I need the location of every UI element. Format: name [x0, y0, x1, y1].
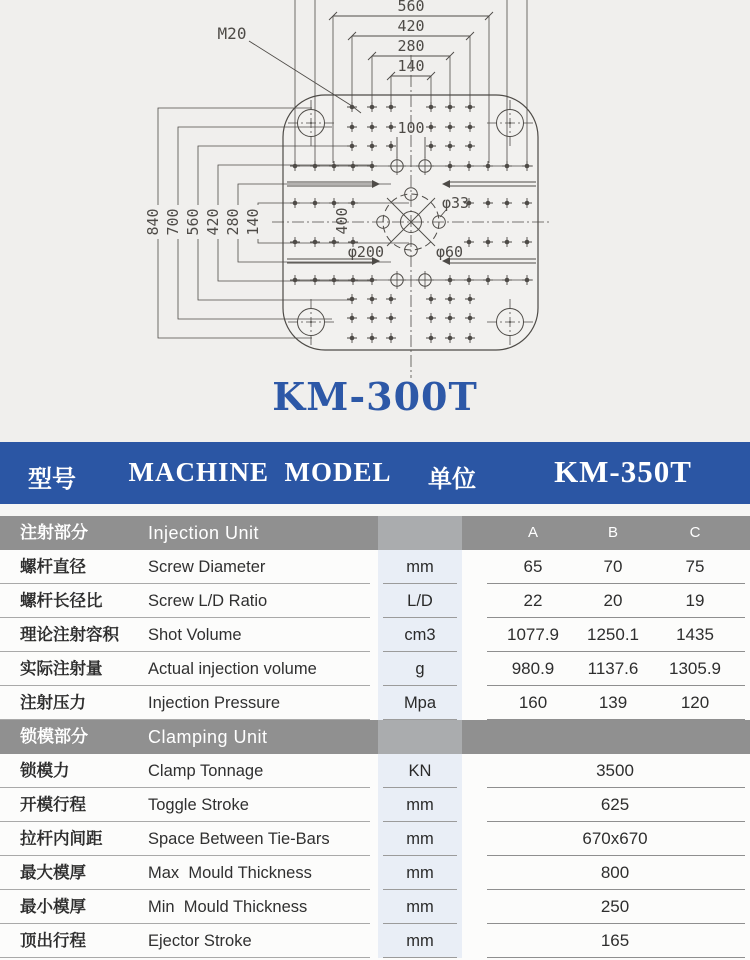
spec-label-cn: 螺杆直径 [20, 558, 86, 576]
spec-unit: mm [406, 830, 434, 848]
spec-label-cn: 开模行程 [20, 796, 86, 814]
left-dim-560: 560 [184, 208, 202, 236]
spec-value: 139 [598, 693, 628, 712]
spec-value: 70 [603, 557, 623, 576]
spec-unit: mm [406, 898, 434, 916]
spec-unit: L/D [407, 592, 433, 610]
top-dim-140: 140 [397, 57, 425, 75]
spec-row [0, 584, 750, 618]
spec-unit: g [415, 660, 425, 678]
left-dim-840: 840 [144, 208, 162, 236]
spec-row [0, 924, 750, 958]
machine-model-value: KM-350T [554, 454, 692, 489]
spec-label-en: Toggle Stroke [148, 796, 249, 814]
platen-drawing [0, 0, 750, 442]
column-header-A: A [527, 524, 538, 541]
spec-label-en: Actual injection volume [148, 660, 317, 678]
spec-label-cn: 拉杆内间距 [20, 830, 103, 848]
spec-label-en: Shot Volume [148, 626, 242, 644]
spec-value: 160 [518, 693, 548, 712]
section-title-en: Clamping Unit [148, 727, 268, 747]
column-header-B: B [607, 524, 618, 541]
spec-table [0, 516, 750, 960]
spec-label-cn: 螺杆长径比 [20, 592, 103, 610]
unit-column-shade [378, 720, 462, 754]
spec-label-en: Max Mould Thickness [148, 864, 312, 882]
spec-row [0, 618, 750, 652]
row-separator [383, 957, 457, 958]
dim100-label: 100 [397, 119, 425, 137]
unit-label-cn: 单位 [428, 466, 476, 493]
spec-value: 65 [523, 557, 543, 576]
spec-value: 1250.1 [587, 625, 639, 644]
spec-value: 1137.6 [587, 659, 639, 678]
header-gap [0, 504, 750, 516]
table-header-bar [0, 442, 750, 504]
left-dim-420: 420 [204, 208, 222, 236]
spec-label-en: Ejector Stroke [148, 932, 252, 950]
spec-unit: mm [406, 932, 434, 950]
spec-value: 3500 [596, 761, 634, 780]
section-title-en: Injection Unit [148, 523, 260, 543]
spec-value: 75 [685, 557, 705, 576]
spec-unit: mm [406, 864, 434, 882]
column-header-C: C [689, 524, 701, 541]
spec-row [0, 652, 750, 686]
spec-value: 1077.9 [507, 625, 559, 644]
spec-value: 980.9 [511, 659, 555, 678]
drawing-model-title: KM-300T [272, 374, 478, 419]
spec-unit: mm [406, 558, 434, 576]
spec-label-cn: 最小模厚 [20, 898, 86, 916]
spec-label-en: Screw L/D Ratio [148, 592, 268, 610]
spec-value: 250 [600, 897, 630, 916]
spec-unit: cm3 [404, 626, 436, 644]
section-title-cn: 锁模部分 [20, 727, 88, 746]
spec-value: 1305.9 [669, 659, 721, 678]
spec-row [0, 890, 750, 924]
dim400-label: 400 [333, 207, 351, 235]
spec-label-en: Space Between Tie-Bars [148, 830, 330, 848]
spec-row [0, 788, 750, 822]
phi200-label: φ200 [347, 243, 384, 261]
spec-value: 22 [523, 591, 543, 610]
left-dim-140: 140 [244, 208, 262, 236]
row-separator [487, 957, 745, 958]
row-separator [0, 957, 370, 958]
spec-label-cn: 实际注射量 [20, 660, 103, 678]
spec-label-en: Min Mould Thickness [148, 898, 308, 916]
spec-unit: KN [408, 762, 432, 780]
spec-value: 20 [603, 591, 623, 610]
phi60-label: φ60 [436, 243, 464, 261]
spec-label-en: Clamp Tonnage [148, 762, 264, 780]
section-title-cn: 注射部分 [20, 523, 88, 542]
spec-value: 165 [600, 931, 630, 950]
spec-label-cn: 顶出行程 [20, 932, 86, 950]
spec-value: 19 [685, 591, 705, 610]
spec-unit: mm [406, 796, 434, 814]
spec-label-en: Screw Diameter [148, 558, 266, 576]
top-dim-560: 560 [397, 0, 425, 15]
spec-value: 625 [600, 795, 630, 814]
section-header-clamping [0, 720, 750, 754]
top-dim-280: 280 [397, 37, 425, 55]
top-dim-420: 420 [397, 17, 425, 35]
section-header-injection [0, 516, 750, 550]
left-dim-700: 700 [164, 208, 182, 236]
model-label-cn: 型号 [28, 466, 76, 493]
unit-column-shade [378, 516, 462, 550]
spec-label-cn: 理论注射容积 [20, 626, 119, 644]
spec-label-en: Injection Pressure [148, 694, 281, 712]
spec-label-cn: 最大模厚 [20, 864, 86, 882]
phi33-label: φ33 [442, 194, 470, 212]
model-label-en: MACHINE MODEL [128, 457, 392, 487]
spec-row [0, 754, 750, 788]
spec-label-cn: 锁模力 [20, 762, 70, 780]
spec-unit: Mpa [403, 694, 437, 712]
spec-row [0, 856, 750, 890]
m20-label: M20 [217, 24, 247, 43]
spec-row [0, 822, 750, 856]
spec-value: 1435 [676, 625, 714, 644]
left-dim-280: 280 [224, 208, 242, 236]
spec-value: 800 [600, 863, 630, 882]
spec-row [0, 550, 750, 584]
spec-value: 120 [680, 693, 710, 712]
spec-value: 670x670 [582, 829, 648, 848]
spec-row [0, 686, 750, 720]
spec-label-cn: 注射压力 [20, 694, 86, 712]
